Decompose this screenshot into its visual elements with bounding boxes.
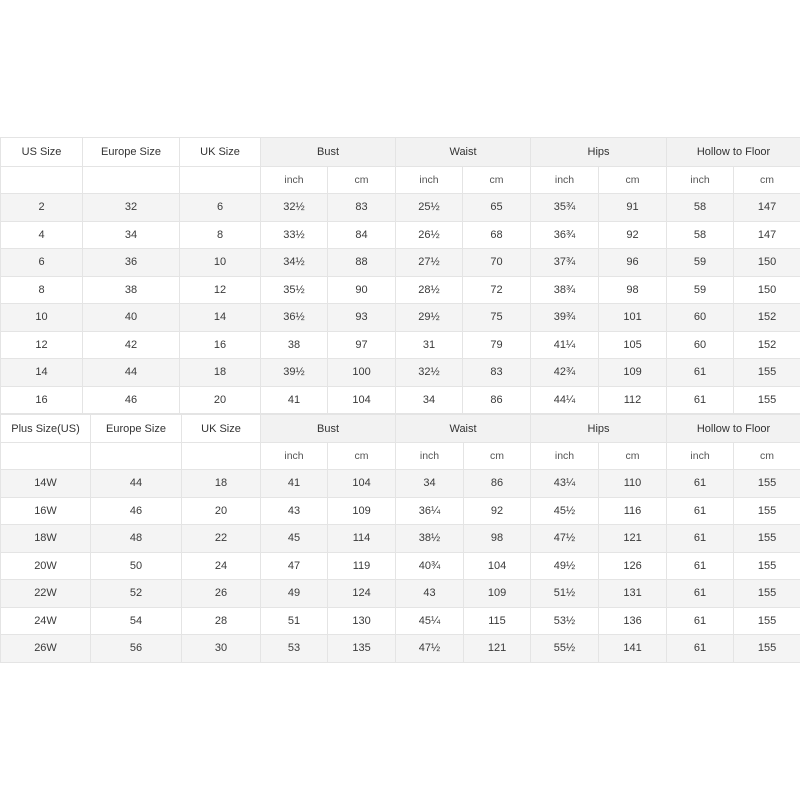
- table-cell: 39¾: [531, 304, 599, 332]
- table-cell: 38: [261, 331, 328, 359]
- unit-hollow-cm: cm: [734, 443, 800, 470]
- table-cell: 41: [261, 386, 328, 414]
- table-cell: 35½: [261, 276, 328, 304]
- header-waist: Waist: [396, 138, 531, 167]
- table-cell: 101: [599, 304, 667, 332]
- units-blank-cell: [83, 167, 180, 194]
- table-cell: 152: [734, 304, 800, 332]
- table-cell: 92: [599, 221, 667, 249]
- table-cell: 16: [1, 386, 83, 414]
- table-cell: 93: [328, 304, 396, 332]
- table-cell: 65: [463, 194, 531, 222]
- table-cell: 136: [599, 607, 667, 635]
- table-cell: 155: [734, 470, 800, 498]
- table-cell: 92: [464, 497, 531, 525]
- table-cell: 155: [734, 552, 800, 580]
- table-cell: 49½: [531, 552, 599, 580]
- table-cell: 46: [91, 497, 182, 525]
- table-cell: 53: [261, 635, 328, 663]
- table-cell: 114: [328, 525, 396, 553]
- unit-hips-inch: inch: [531, 443, 599, 470]
- table-cell: 24: [182, 552, 261, 580]
- table-cell: 25½: [396, 194, 463, 222]
- header-hollow-to-floor: Hollow to Floor: [667, 415, 800, 443]
- table-cell: 61: [667, 635, 734, 663]
- table-cell: 59: [667, 249, 734, 277]
- table-cell: 32: [83, 194, 180, 222]
- table-cell: 100: [328, 359, 396, 387]
- table-cell: 38½: [396, 525, 464, 553]
- table-cell: 60: [667, 304, 734, 332]
- table-cell: 37¾: [531, 249, 599, 277]
- table-cell: 43: [261, 497, 328, 525]
- table-cell: 104: [328, 470, 396, 498]
- units-blank-cell: [1, 443, 91, 470]
- table-cell: 18W: [1, 525, 91, 553]
- unit-bust-inch: inch: [261, 443, 328, 470]
- header-hollow-to-floor: Hollow to Floor: [667, 138, 800, 167]
- table-cell: 155: [734, 580, 800, 608]
- table-row: [1, 221, 800, 249]
- unit-hips-cm: cm: [599, 167, 667, 194]
- table-cell: 150: [734, 276, 800, 304]
- table-row: [1, 359, 800, 387]
- unit-hollow-inch: inch: [667, 443, 734, 470]
- table-cell: 28½: [396, 276, 463, 304]
- table-cell: 110: [599, 470, 667, 498]
- table-cell: 55½: [531, 635, 599, 663]
- header-hips: Hips: [531, 415, 667, 443]
- table-cell: 61: [667, 386, 734, 414]
- table-row: [1, 386, 800, 414]
- table-cell: 115: [464, 607, 531, 635]
- table-cell: 35¾: [531, 194, 599, 222]
- header-europe-size: Europe Size: [91, 415, 182, 443]
- table-row: [1, 497, 800, 525]
- table-cell: 124: [328, 580, 396, 608]
- table-cell: 58: [667, 194, 734, 222]
- unit-hollow-inch: inch: [667, 167, 734, 194]
- table-cell: 12: [1, 331, 83, 359]
- header-row: [1, 138, 800, 167]
- size-chart: [0, 137, 800, 663]
- unit-waist-inch: inch: [396, 167, 463, 194]
- table-cell: 36: [83, 249, 180, 277]
- table-cell: 104: [328, 386, 396, 414]
- table-cell: 45: [261, 525, 328, 553]
- header-us-size: US Size: [1, 138, 83, 167]
- header-uk-size: UK Size: [180, 138, 261, 167]
- table-cell: 14: [1, 359, 83, 387]
- unit-waist-cm: cm: [464, 443, 531, 470]
- table-cell: 61: [667, 470, 734, 498]
- table-cell: 86: [463, 386, 531, 414]
- table-row: [1, 194, 800, 222]
- table-cell: 155: [734, 497, 800, 525]
- table-cell: 38¾: [531, 276, 599, 304]
- table-row: [1, 304, 800, 332]
- header-bust: Bust: [261, 415, 396, 443]
- table-cell: 109: [328, 497, 396, 525]
- table-cell: 104: [464, 552, 531, 580]
- table-row: [1, 552, 800, 580]
- header-waist: Waist: [396, 415, 531, 443]
- table-cell: 79: [463, 331, 531, 359]
- table-cell: 40¾: [396, 552, 464, 580]
- table-cell: 155: [734, 635, 800, 663]
- table-cell: 155: [734, 359, 800, 387]
- header-bust: Bust: [261, 138, 396, 167]
- table-cell: 47½: [396, 635, 464, 663]
- unit-hips-inch: inch: [531, 167, 599, 194]
- table-cell: 131: [599, 580, 667, 608]
- table-cell: 61: [667, 552, 734, 580]
- table-cell: 46: [83, 386, 180, 414]
- table-cell: 54: [91, 607, 182, 635]
- table-cell: 48: [91, 525, 182, 553]
- units-blank-cell: [91, 443, 182, 470]
- unit-hips-cm: cm: [599, 443, 667, 470]
- table-cell: 49: [261, 580, 328, 608]
- table-cell: 27½: [396, 249, 463, 277]
- header-europe-size: Europe Size: [83, 138, 180, 167]
- table-cell: 41¼: [531, 331, 599, 359]
- table-row: [1, 580, 800, 608]
- table-cell: 10: [180, 249, 261, 277]
- table-cell: 91: [599, 194, 667, 222]
- unit-bust-cm: cm: [328, 167, 396, 194]
- table-cell: 40: [83, 304, 180, 332]
- table-cell: 45¼: [396, 607, 464, 635]
- table-cell: 109: [464, 580, 531, 608]
- table-cell: 26W: [1, 635, 91, 663]
- table-cell: 109: [599, 359, 667, 387]
- table-cell: 83: [463, 359, 531, 387]
- table-cell: 97: [328, 331, 396, 359]
- table-cell: 18: [182, 470, 261, 498]
- table-cell: 26½: [396, 221, 463, 249]
- table-cell: 36¾: [531, 221, 599, 249]
- table-cell: 38: [83, 276, 180, 304]
- table-cell: 22W: [1, 580, 91, 608]
- unit-waist-inch: inch: [396, 443, 464, 470]
- table-cell: 60: [667, 331, 734, 359]
- plus-size-table: [0, 414, 800, 663]
- table-cell: 96: [599, 249, 667, 277]
- table-cell: 43: [396, 580, 464, 608]
- table-cell: 4: [1, 221, 83, 249]
- header-plus-size: Plus Size(US): [1, 415, 91, 443]
- table-cell: 8: [1, 276, 83, 304]
- table-cell: 44: [83, 359, 180, 387]
- table-cell: 31: [396, 331, 463, 359]
- table-cell: 135: [328, 635, 396, 663]
- table-cell: 42¾: [531, 359, 599, 387]
- table-cell: 86: [464, 470, 531, 498]
- table-cell: 121: [464, 635, 531, 663]
- table-cell: 29½: [396, 304, 463, 332]
- table-cell: 61: [667, 580, 734, 608]
- table-cell: 68: [463, 221, 531, 249]
- standard-size-table: [0, 137, 800, 414]
- table-cell: 98: [464, 525, 531, 553]
- table-cell: 22: [182, 525, 261, 553]
- table-cell: 2: [1, 194, 83, 222]
- table-cell: 33½: [261, 221, 328, 249]
- table-cell: 105: [599, 331, 667, 359]
- header-hips: Hips: [531, 138, 667, 167]
- table-cell: 34: [83, 221, 180, 249]
- table-cell: 16: [180, 331, 261, 359]
- table-cell: 41: [261, 470, 328, 498]
- table-row: [1, 470, 800, 498]
- table-cell: 147: [734, 221, 800, 249]
- table-cell: 126: [599, 552, 667, 580]
- table-cell: 51: [261, 607, 328, 635]
- header-uk-size: UK Size: [182, 415, 261, 443]
- table-cell: 24W: [1, 607, 91, 635]
- table-cell: 20W: [1, 552, 91, 580]
- table-cell: 14W: [1, 470, 91, 498]
- table-cell: 53½: [531, 607, 599, 635]
- table-cell: 155: [734, 607, 800, 635]
- table-cell: 58: [667, 221, 734, 249]
- table-cell: 20: [180, 386, 261, 414]
- table-cell: 61: [667, 359, 734, 387]
- table-cell: 6: [180, 194, 261, 222]
- units-row: [1, 443, 800, 470]
- table-cell: 130: [328, 607, 396, 635]
- units-blank-cell: [180, 167, 261, 194]
- table-cell: 34½: [261, 249, 328, 277]
- table-cell: 83: [328, 194, 396, 222]
- table-cell: 116: [599, 497, 667, 525]
- table-row: [1, 276, 800, 304]
- table-cell: 47: [261, 552, 328, 580]
- table-cell: 42: [83, 331, 180, 359]
- table-cell: 20: [182, 497, 261, 525]
- table-cell: 36½: [261, 304, 328, 332]
- unit-waist-cm: cm: [463, 167, 531, 194]
- table-cell: 150: [734, 249, 800, 277]
- table-cell: 61: [667, 497, 734, 525]
- table-cell: 28: [182, 607, 261, 635]
- table-cell: 152: [734, 331, 800, 359]
- table-cell: 59: [667, 276, 734, 304]
- table-cell: 44: [91, 470, 182, 498]
- unit-bust-inch: inch: [261, 167, 328, 194]
- table-cell: 112: [599, 386, 667, 414]
- table-row: [1, 331, 800, 359]
- table-cell: 14: [180, 304, 261, 332]
- table-cell: 43¼: [531, 470, 599, 498]
- table-cell: 30: [182, 635, 261, 663]
- table-cell: 72: [463, 276, 531, 304]
- units-blank-cell: [182, 443, 261, 470]
- table-cell: 90: [328, 276, 396, 304]
- table-cell: 61: [667, 525, 734, 553]
- table-cell: 155: [734, 386, 800, 414]
- table-cell: 16W: [1, 497, 91, 525]
- table-row: [1, 607, 800, 635]
- table-cell: 119: [328, 552, 396, 580]
- table-cell: 51½: [531, 580, 599, 608]
- table-cell: 70: [463, 249, 531, 277]
- table-cell: 147: [734, 194, 800, 222]
- units-blank-cell: [1, 167, 83, 194]
- table-row: [1, 249, 800, 277]
- table-cell: 32½: [396, 359, 463, 387]
- table-cell: 75: [463, 304, 531, 332]
- table-cell: 121: [599, 525, 667, 553]
- unit-bust-cm: cm: [328, 443, 396, 470]
- table-cell: 10: [1, 304, 83, 332]
- table-cell: 12: [180, 276, 261, 304]
- table-cell: 44¼: [531, 386, 599, 414]
- table-row: [1, 635, 800, 663]
- table-cell: 50: [91, 552, 182, 580]
- table-cell: 45½: [531, 497, 599, 525]
- table-cell: 98: [599, 276, 667, 304]
- table-cell: 32½: [261, 194, 328, 222]
- table-cell: 6: [1, 249, 83, 277]
- table-cell: 56: [91, 635, 182, 663]
- table-cell: 84: [328, 221, 396, 249]
- table-cell: 88: [328, 249, 396, 277]
- table-cell: 36¼: [396, 497, 464, 525]
- unit-hollow-cm: cm: [734, 167, 800, 194]
- header-row: [1, 415, 800, 443]
- table-cell: 155: [734, 525, 800, 553]
- table-cell: 61: [667, 607, 734, 635]
- table-cell: 18: [180, 359, 261, 387]
- table-cell: 52: [91, 580, 182, 608]
- table-cell: 34: [396, 386, 463, 414]
- table-row: [1, 525, 800, 553]
- table-cell: 39½: [261, 359, 328, 387]
- units-row: [1, 167, 800, 194]
- table-cell: 47½: [531, 525, 599, 553]
- table-cell: 141: [599, 635, 667, 663]
- table-cell: 34: [396, 470, 464, 498]
- table-cell: 8: [180, 221, 261, 249]
- table-cell: 26: [182, 580, 261, 608]
